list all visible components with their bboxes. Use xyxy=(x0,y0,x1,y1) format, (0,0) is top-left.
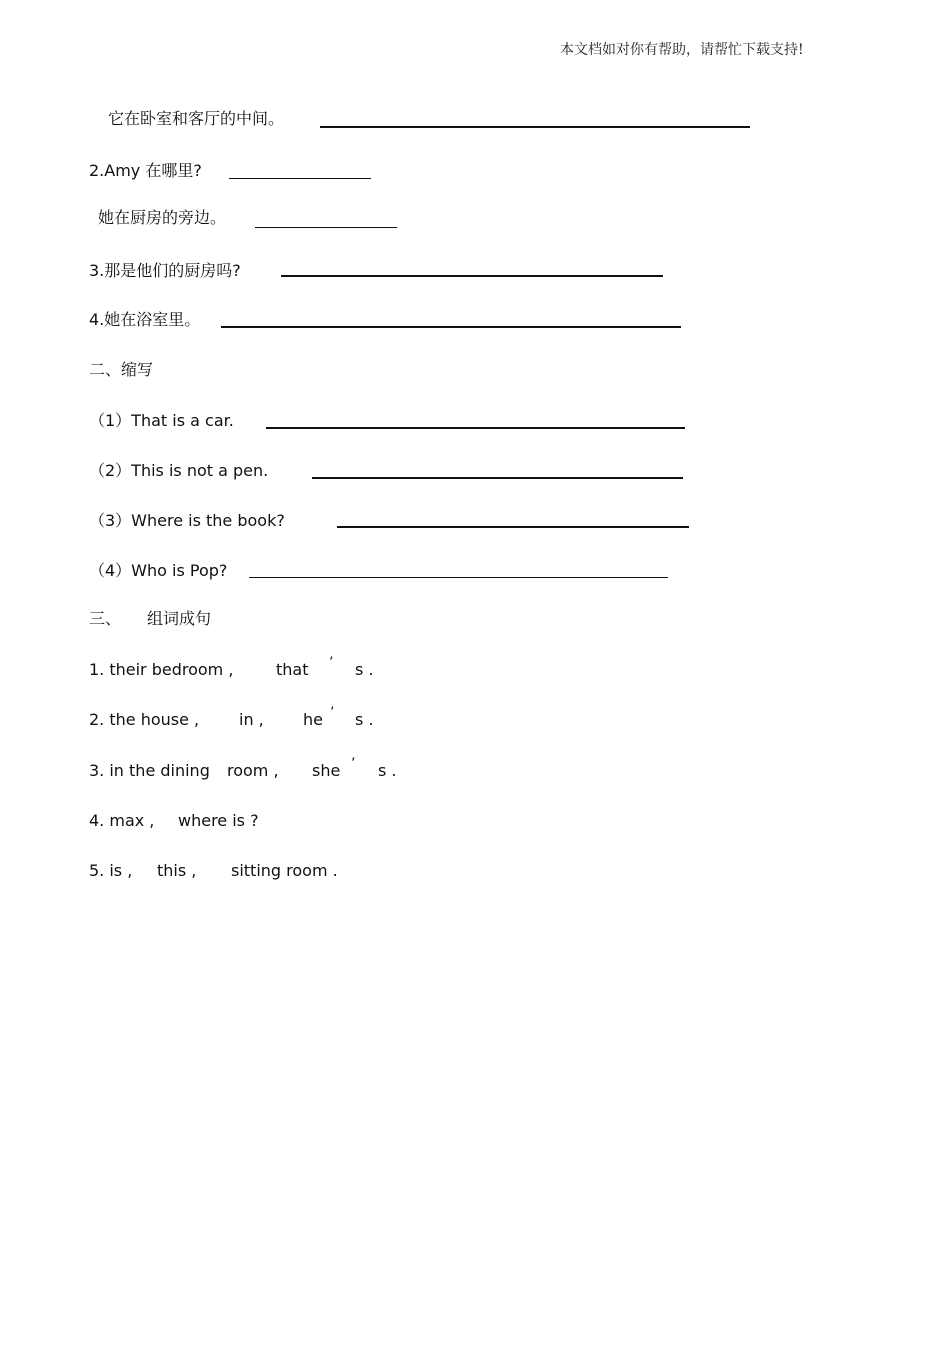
answer-blank-7[interactable] xyxy=(312,477,683,479)
reorder-2-part-c: s . xyxy=(355,710,374,729)
translate-line-3: 她在厨房的旁边。 xyxy=(98,208,227,227)
section-2-item-2: （2）This is not a pen. xyxy=(89,461,269,480)
answer-blank-2[interactable] xyxy=(229,178,371,179)
section-3-title: 三、 xyxy=(89,609,122,628)
reorder-5-part-a: 5. is , xyxy=(89,861,133,880)
section-2-item-3: （3）Where is the book? xyxy=(89,511,285,530)
reorder-4-part-a: 4. max , xyxy=(89,811,155,830)
answer-blank-5[interactable] xyxy=(221,326,681,328)
reorder-2-part-b2: he xyxy=(303,710,323,729)
section-2-item-1: （1）That is a car. xyxy=(89,411,234,430)
reorder-1-part-a: 1. their bedroom , xyxy=(89,660,234,679)
reorder-1-part-b: that xyxy=(276,660,309,679)
answer-blank-8[interactable] xyxy=(337,526,689,528)
reorder-5-part-b: this , xyxy=(157,861,197,880)
translate-line-1: 它在卧室和客厅的中间。 xyxy=(108,109,285,128)
translate-line-4: 3.那是他们的厨房吗? xyxy=(89,261,241,280)
section-3-subtitle: 组词成句 xyxy=(147,609,212,628)
reorder-3-part-b2: she xyxy=(312,761,341,780)
reorder-3-apostrophe: ’ xyxy=(351,756,356,772)
reorder-3-part-a: 3. in the dining xyxy=(89,761,210,780)
reorder-1-part-c: s . xyxy=(355,660,374,679)
answer-blank-9[interactable] xyxy=(249,577,668,578)
reorder-2-part-a: 2. the house , xyxy=(89,710,200,729)
answer-blank-4[interactable] xyxy=(281,275,663,277)
answer-blank-6[interactable] xyxy=(266,427,685,429)
translate-line-5: 4.她在浴室里。 xyxy=(89,310,201,329)
section-2-title: 二、缩写 xyxy=(89,360,154,379)
section-2-item-4: （4）Who is Pop? xyxy=(89,561,228,580)
answer-blank-3[interactable] xyxy=(255,227,397,228)
reorder-3-part-c: s . xyxy=(378,761,397,780)
page-header-note: 本文档如对你有帮助，请帮忙下载支持! xyxy=(560,42,804,58)
reorder-2-apostrophe: ’ xyxy=(330,705,335,721)
reorder-3-part-b: room , xyxy=(227,761,279,780)
reorder-1-apostrophe: ’ xyxy=(329,655,334,671)
reorder-2-part-b: in , xyxy=(239,710,264,729)
reorder-4-part-b: where is ? xyxy=(178,811,259,830)
answer-blank-1[interactable] xyxy=(320,126,750,128)
reorder-5-part-b2: sitting room . xyxy=(231,861,338,880)
translate-line-2: 2.Amy 在哪里? xyxy=(89,161,202,180)
